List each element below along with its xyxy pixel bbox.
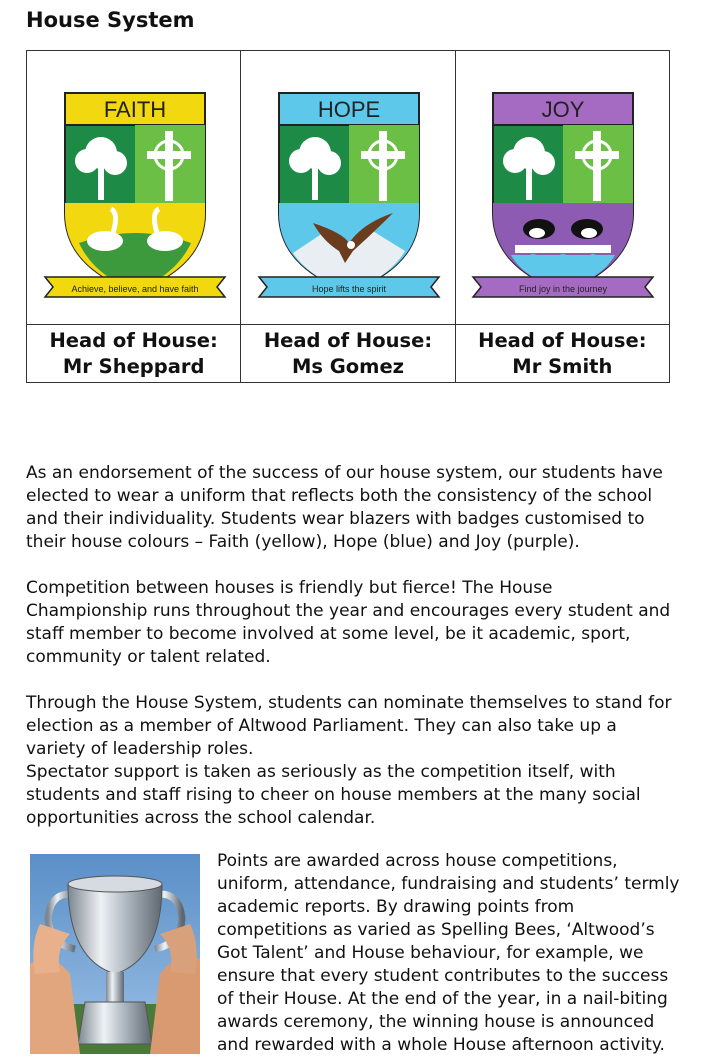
hope-crest [253,73,443,303]
trophy-icon [30,854,200,1054]
paragraph-parliament: Through the House System, students can nominate themselves to stand for election as a member of Altwood Parliament. They can also take up a variety of leadership roles. [26,693,672,759]
house-table [26,50,670,383]
head-name: Mr Sheppard [62,354,205,378]
faith-crest-cell [27,51,241,325]
house-motto: Achieve, believe, and have faith [71,283,199,294]
house-motto: Hope lifts the spirit [311,283,386,294]
house-name: FAITH [103,96,166,122]
head-label: Head of House: [478,328,647,352]
hope-crest-cell [241,51,455,325]
paragraph-uniform: As an endorsement of the success of our house system, our students have elected to wear a uniform that reflects both the consistency of the school and their individuality. Students wear blazers with badges customised to their house colours – Faith (yellow), Hope (blue) and Joy (purple). [26,463,663,552]
house-name: HOPE [317,96,381,122]
paragraph-spectator: Spectator support is taken as seriously as the competition itself, with students and staff rising to cheer on house members at the many social opportunities across the school calendar. [26,762,641,828]
head-label: Head of House: [49,328,218,352]
joy-head-cell [455,325,669,383]
head-name: Mr Smith [512,354,613,378]
house-name: JOY [541,96,585,122]
joy-crest-cell [455,51,669,325]
faith-crest [39,73,229,303]
head-name: Ms Gomez [291,354,405,378]
trophy-photo [30,854,200,1054]
page-title: House System [26,8,195,32]
joy-crest [467,73,657,303]
head-label: Head of House: [263,328,433,352]
hope-head-cell [241,325,455,383]
paragraph-competition: Competition between houses is friendly but fierce! The House Championship runs throughout the year and encourages every student and staff member to become involved at some level, be it academic, sport, community or talent related. [26,578,671,667]
paragraph-points: Points are awarded across house competitions, uniform, attendance, fundraising and students’ termly academic reports. By drawing points from competitions as varied as Spelling Bees, ‘Altwood’s Got Talent’ and House behaviour, for example, we ensure that every student contributes to the success of their House. At the end of the year, in a nail-biting awards ceremony, the winning house is announced and rewarded with a whole House afternoon activity. [217,851,680,1055]
faith-head-cell [27,325,241,383]
house-motto: Find joy in the journey [519,283,608,294]
